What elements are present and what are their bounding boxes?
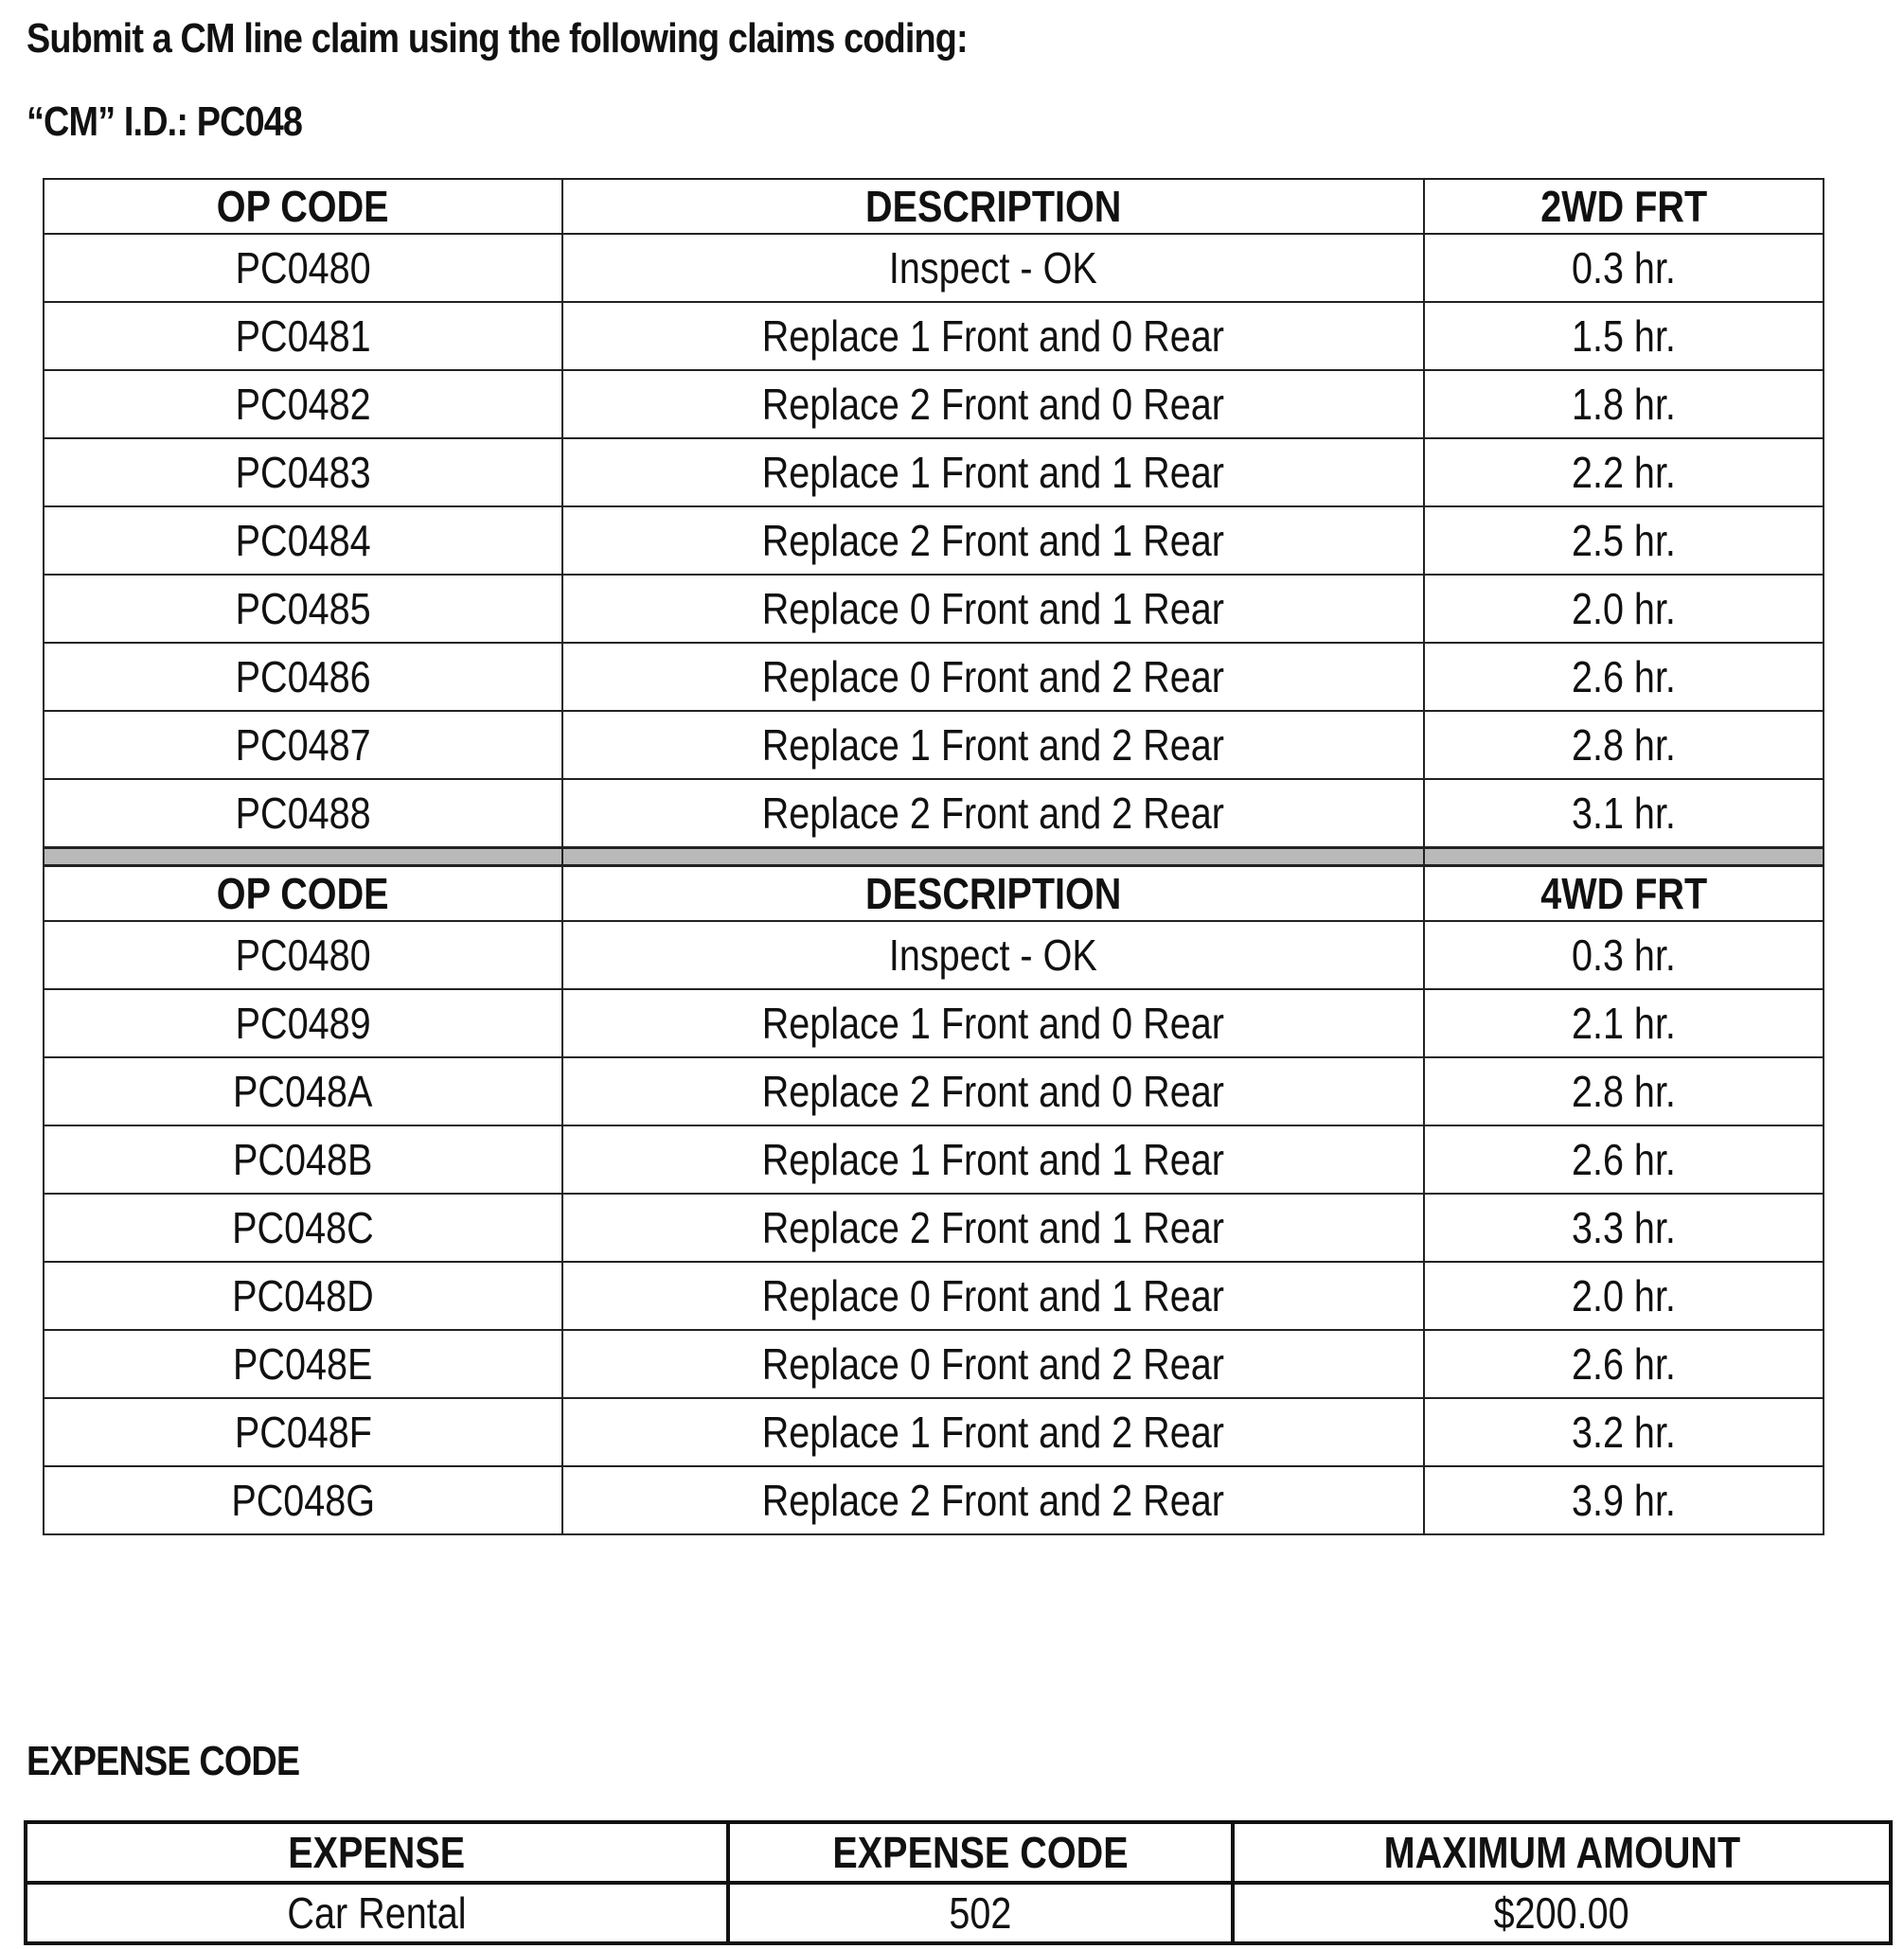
description-cell: Replace 0 Front and 1 Rear [562,575,1424,643]
frt-cell: 2.8 hr. [1424,1057,1824,1125]
op-code-cell: PC0489 [44,989,562,1057]
op-code-cell: PC0481 [44,302,562,370]
divider-cell [562,848,1424,866]
table-header-row-expense [26,1822,1891,1883]
expense-table-body [26,1822,1891,1943]
description-cell: Inspect - OK [562,234,1424,302]
frt-cell: 2.2 hr. [1424,438,1824,506]
expense-cell: Car Rental [26,1883,728,1943]
expense-code-cell: 502 [728,1883,1233,1943]
description-cell: Replace 2 Front and 2 Rear [562,1466,1424,1534]
header-expense-code: EXPENSE CODE [728,1822,1233,1883]
expense-code-heading: EXPENSE CODE [27,1738,300,1784]
divider-row [44,848,1824,866]
header-2wd-frt: 2WD FRT [1424,179,1824,234]
description-cell: Replace 2 Front and 1 Rear [562,1194,1424,1262]
header-description: DESCRIPTION [562,179,1424,234]
op-code-cell: PC0482 [44,370,562,438]
divider-cell [44,848,562,866]
frt-cell: 0.3 hr. [1424,234,1824,302]
table-row [44,1466,1824,1534]
table-header-row-4wd [44,866,1824,922]
header-description: DESCRIPTION [562,866,1424,922]
frt-cell: 2.6 hr. [1424,1330,1824,1398]
header-4wd-frt: 4WD FRT [1424,866,1824,922]
table-row [44,1330,1824,1398]
description-cell: Replace 1 Front and 1 Rear [562,438,1424,506]
divider-cell [1424,848,1824,866]
table-header-row-2wd [44,179,1824,234]
table-row [44,1398,1824,1466]
labor-4wd-section [44,866,1824,1535]
table-row [44,1194,1824,1262]
table-row [44,370,1824,438]
frt-cell: 2.5 hr. [1424,506,1824,575]
table-row [44,234,1824,302]
frt-cell: 2.6 hr. [1424,1125,1824,1194]
op-code-cell: PC048E [44,1330,562,1398]
description-cell: Replace 2 Front and 2 Rear [562,779,1424,848]
op-code-cell: PC0480 [44,921,562,989]
description-cell: Replace 1 Front and 1 Rear [562,1125,1424,1194]
op-code-cell: PC0487 [44,711,562,779]
maximum-amount-cell: $200.00 [1233,1883,1891,1943]
table-row [44,921,1824,989]
op-code-cell: PC048B [44,1125,562,1194]
description-cell: Inspect - OK [562,921,1424,989]
description-cell: Replace 1 Front and 0 Rear [562,302,1424,370]
header-expense: EXPENSE [26,1822,728,1883]
op-code-cell: PC048G [44,1466,562,1534]
section-divider [44,848,1824,866]
frt-cell: 3.3 hr. [1424,1194,1824,1262]
op-code-cell: PC048C [44,1194,562,1262]
table-row [44,1125,1824,1194]
header-op-code: OP CODE [44,179,562,234]
header-maximum-amount: MAXIMUM AMOUNT [1233,1822,1891,1883]
header-op-code: OP CODE [44,866,562,922]
description-cell: Replace 1 Front and 0 Rear [562,989,1424,1057]
description-cell: Replace 0 Front and 1 Rear [562,1262,1424,1330]
frt-cell: 1.5 hr. [1424,302,1824,370]
description-cell: Replace 2 Front and 0 Rear [562,370,1424,438]
frt-cell: 3.2 hr. [1424,1398,1824,1466]
table-row [44,1262,1824,1330]
description-cell: Replace 1 Front and 2 Rear [562,711,1424,779]
table-row [44,989,1824,1057]
table-row [44,506,1824,575]
op-code-cell: PC048A [44,1057,562,1125]
op-code-cell: PC0484 [44,506,562,575]
labor-op-code-table [43,178,1824,1535]
expense-code-table [24,1820,1893,1945]
table-row [44,575,1824,643]
frt-cell: 1.8 hr. [1424,370,1824,438]
frt-cell: 0.3 hr. [1424,921,1824,989]
description-cell: Replace 0 Front and 2 Rear [562,1330,1424,1398]
description-cell: Replace 0 Front and 2 Rear [562,643,1424,711]
op-code-cell: PC048F [44,1398,562,1466]
table-row [44,711,1824,779]
op-code-cell: PC0483 [44,438,562,506]
table-row [26,1883,1891,1943]
frt-cell: 3.1 hr. [1424,779,1824,848]
table-row [44,779,1824,848]
instruction-text: Submit a CM line claim using the following claims coding: [27,15,968,62]
frt-cell: 2.0 hr. [1424,1262,1824,1330]
op-code-cell: PC0485 [44,575,562,643]
table-row [44,438,1824,506]
frt-cell: 2.6 hr. [1424,643,1824,711]
table-row [44,1057,1824,1125]
cm-id-label: “CM” I.D.: PC048 [27,98,303,145]
op-code-cell: PC048D [44,1262,562,1330]
labor-2wd-section [44,179,1824,848]
frt-cell: 2.1 hr. [1424,989,1824,1057]
table-row [44,643,1824,711]
table-row [44,302,1824,370]
frt-cell: 2.0 hr. [1424,575,1824,643]
op-code-cell: PC0486 [44,643,562,711]
op-code-cell: PC0480 [44,234,562,302]
description-cell: Replace 1 Front and 2 Rear [562,1398,1424,1466]
frt-cell: 2.8 hr. [1424,711,1824,779]
op-code-cell: PC0488 [44,779,562,848]
description-cell: Replace 2 Front and 1 Rear [562,506,1424,575]
frt-cell: 3.9 hr. [1424,1466,1824,1534]
description-cell: Replace 2 Front and 0 Rear [562,1057,1424,1125]
